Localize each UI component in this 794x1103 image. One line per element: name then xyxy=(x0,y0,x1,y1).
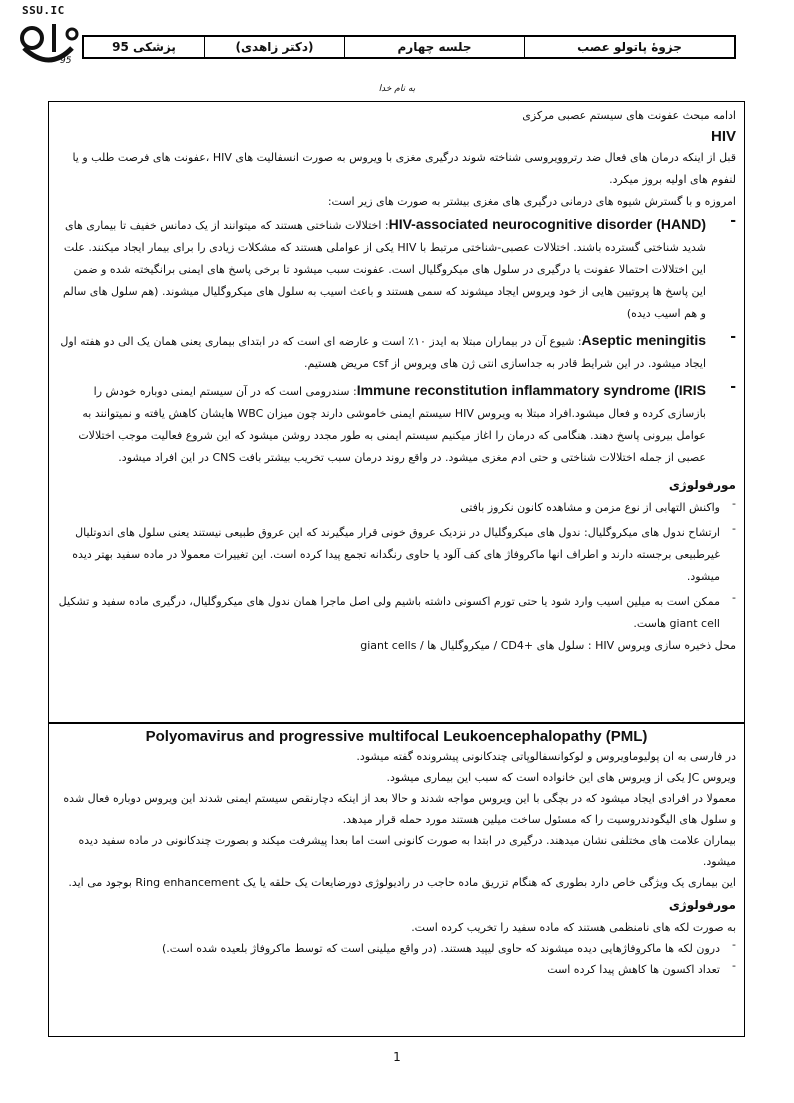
paragraph: به صورت لکه های نامنظمی هستند که ماده سفید را تخریب کرده است. xyxy=(411,921,736,934)
logo-number: 95 xyxy=(60,56,72,66)
dash-bullet: - xyxy=(732,959,736,972)
dash-bullet: - xyxy=(732,938,736,951)
paragraph: ویروس JC یکی از ویروس های این خانواده است که سبب این بیماری میشود. xyxy=(386,771,736,784)
term-en: Immune reconstitution inflammatory syndrome (IRIS xyxy=(356,382,706,398)
dash-bullet: - xyxy=(730,213,736,229)
list-item: - تعداد اکسون ها کاهش پیدا کرده است xyxy=(547,959,736,976)
dash-bullet: - xyxy=(732,497,736,510)
morphology-heading: مورفولوژی xyxy=(668,478,736,492)
section-pml xyxy=(48,723,745,1037)
dash-bullet: - xyxy=(730,379,736,395)
header-booklet: جزوهٔ پاتولو عصب xyxy=(524,37,734,57)
section-title: HIV xyxy=(710,128,736,145)
list-item xyxy=(57,379,736,469)
term-text: : اختلالات شناختی هستند که میتوانند از یک دمانس خفیف تا بیماری های شدید شناختی گسترده باشند. اختلالات عصبی-شناختی مرتبط با HIV یکی از عواملی هستند که مشکلات زیادی را برای بیمار ایجاد میکنند. علت این اختلالات احتمالا عفونت یا درگیری در سلول های میکروگلیال است. عفونت سبب میشود تا برخی پاسخ های ایمنی برانگیخته شده و ضمن این پاسخ ها پروتیین هایی از خود ویروس ایجاد میشوند که سمی هستند و باعث اسیب به سلول های میکروگلیال میشوند. (هم سلول های سالم و هم اسیب دیده) xyxy=(63,219,706,320)
list-item xyxy=(57,213,736,325)
list-item: - ممکن است به میلین اسیب وارد شود یا حتی تورم اکسونی داشته باشیم ولی اصل ماجرا همان ندول های میکروگلیال، درگیری ماده سفید و تشکیل giant cell هاست. xyxy=(58,591,736,630)
header-class: پزشکی 95 xyxy=(112,40,176,54)
term-text: : شیوع آن در بیماران مبتلا به ایدز ١٠٪ است و عارضه ای است که در ابتدای بیماری یعنی همان یک الی دو هفته اول ایجاد میشود. در این شرایط قادر به جداسازی انتی ژن های ویروس از csf مریض هستیم. xyxy=(60,335,706,370)
header-table xyxy=(82,35,736,59)
paragraph: امروزه و با گسترش شیوه های درمانی درگیری های مغزی بیشتر به صورت های زیر است: xyxy=(327,195,736,208)
list-item xyxy=(57,329,736,375)
header-session: جلسه چهارم xyxy=(344,37,524,57)
header-doctor: (دکتر زاهدی) xyxy=(204,37,344,57)
list-item: - ارتشاح ندول های میکروگلیال: ندول های میکروگلیال در نزدیک عروق خونی قرار میگیرند که این عروق طبیعی نیستند یعنی سلول های اندوتلیال غیرطبیعی برجسته دارند و اطراف انها ماکروفاژ های کف آلود یا حاوی رنگدانه تجمع پیدا کرده است. این تغییرات معمولا در ماده سفید بهتر دیده میشود. xyxy=(72,522,736,583)
list-item: - واکنش التهابی از نوع مزمن و مشاهده کانون نکروز بافتی xyxy=(460,497,736,514)
paragraph: بیماران علامت های مختلفی نشان میدهند. درگیری در ابتدا به صورت کانونی است اما بعدا پیشرفت میکند و بصورت چندکانونی در ماده سفید دیده میشود. xyxy=(78,834,736,868)
section-title: Polyomavirus and progressive multifocal Leukoencephalopathy (PML) xyxy=(145,728,648,745)
dash-bullet: - xyxy=(732,522,736,535)
morphology-heading: مورفولوژی xyxy=(668,898,736,912)
paragraph: این بیماری یک ویژگی خاص دارد بطوری که هنگام تزریق ماده حاجب در رادیولوژی دورضایعات یک حلقه یا یک Ring enhancement بوجود می اید. xyxy=(68,876,736,889)
bismillah: به نام خدا xyxy=(378,84,416,94)
paragraph: قبل از اینکه درمان های فعال ضد رتروویروسی شناخته شوند درگیری مغزی با ویروس به صورت انسفالیت های HIV ،عفونت های فرصت طلب و یا لنفوم های اولیه بروز میکرد. xyxy=(72,151,736,186)
dash-bullet: - xyxy=(732,591,736,604)
term-en: HIV-associated neurocognitive disorder (HAND) xyxy=(388,216,706,232)
logo-text: SSU.IC xyxy=(22,4,65,17)
term-en: Aseptic meningitis xyxy=(581,332,706,348)
section-hiv xyxy=(48,101,745,723)
dash-bullet: - xyxy=(730,329,736,345)
paragraph: معمولا در افرادی ایجاد میشود که در بچگی با این ویروس مواجه شدند و حالا بعد از اینکه دچارنقص سیستم ایمنی شدند این ویروس دوباره فعال شده و سلول های الیگودندروسیت را که مسئول ساخت میلین هستند مورد حمله قرار میدهد. xyxy=(63,792,736,826)
term-text: : سندرومی است که در آن سیستم ایمنی دوباره خودش را بازسازی کرده و فعال میشود.افراد مبتلا به ویروس HIV سیستم ایمنی خاموشی دارند چون میزان WBC هایشان کاهش یافته و نمیتوانند به عوامل بیرونی پاسخ دهند. هنگامی که درمان را اغاز میکنیم سیستم ایمنی به طور مجدد روشن میشود که این شروع فعالیت موجب اختلالات عصبی از جمله اختلالات شناختی و حتی ادم مغزی میشود. در واقع روند درمان سبب تخریب بیشتر بافت CNS در این افراد میشود. xyxy=(78,385,706,464)
page-number: 1 xyxy=(393,1050,401,1064)
list-item: - درون لکه ها ماکروفاژهایی دیده میشوند که حاوی لیپید هستند. (در واقع میلینی است که توسط ماکروفاژ بلعیده شده است.) xyxy=(161,938,736,955)
paragraph: در فارسی به ان پولیوماویروس و لوکوانسفالوپاتی چندکانونی پیشرونده گفته میشود. xyxy=(356,750,736,763)
section-intro: ادامه مبحث عفونت های سیستم عصبی مرکزی xyxy=(522,109,736,122)
storage-line: محل ذخیره سازی ویروس HIV : سلول های +CD4 / میکروگلیال ها / giant cells xyxy=(360,639,736,652)
